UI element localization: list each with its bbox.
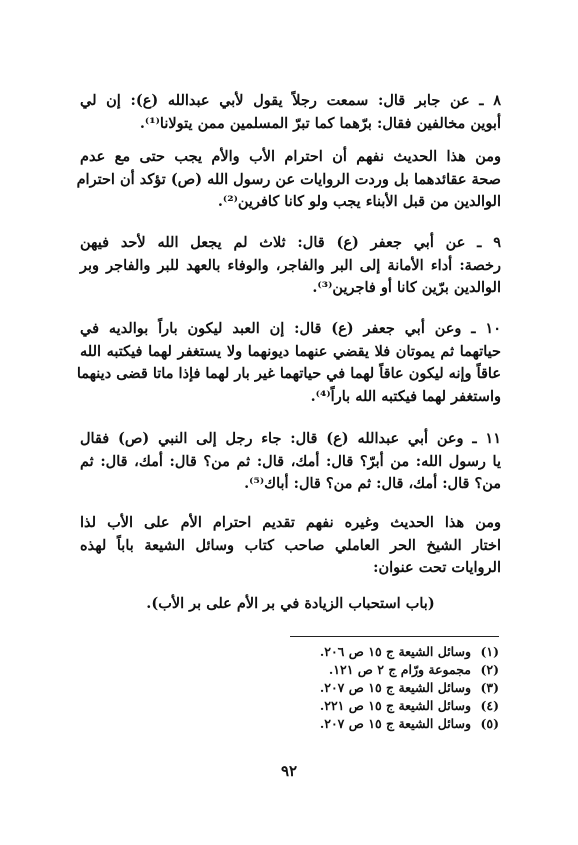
footnote-item	[239, 697, 499, 715]
text-line: ١٠ ـ وعن أبي جعفر (ع) قال: إن العبد ليكون باراً بوالديه في	[80, 320, 501, 337]
paragraph-commentary-2	[80, 512, 501, 580]
footnote-divider	[290, 636, 499, 637]
text-line: واستغفر لهما فيكتبه الله باراً⁽⁴⁾.	[310, 387, 501, 405]
text-line: ومن هذا الحديث وغيره نفهم تقديم احترام الأم على الأب لذا	[80, 514, 501, 531]
footnote-number: (١)	[480, 644, 499, 659]
text-line: ٨ ـ عن جابر قال: سمعت رجلاً يقول لأبي عبدالله (ع): إن لي	[80, 92, 501, 109]
paragraph-hadith-10	[76, 318, 501, 408]
text-line: يا رسول الله: من أبرّ؟ قال: أمك، قال: ثم من؟ قال: أمك، قال: ثم	[80, 452, 501, 470]
text-line: ٩ ـ عن أبي جعفر (ع) قال: ثلاث لم يجعل الله لأحد فيهن	[80, 234, 501, 251]
footnote-text: وسائل الشيعة ج ١٥ ص ٢٢١.	[319, 698, 471, 713]
footnote-text: مجموعة ورّام ج ٢ ص ١٢١.	[328, 662, 471, 677]
paragraph-hadith-9	[80, 232, 501, 300]
text-line: رخصة: أداء الأمانة إلى البر والفاجر، والوفاء بالعهد للبر والفاجر وبر	[80, 256, 501, 274]
chapter-title: (باب استحباب الزيادة في بر الأم على بر الأب).	[146, 595, 435, 612]
footnote-item	[239, 661, 499, 679]
text-line: الروايات تحت عنوان:	[373, 559, 501, 576]
footnotes	[239, 643, 499, 733]
footnote-item	[239, 643, 499, 661]
text-line: أبوين مخالفين فقال: برّهما كما تبرّ المسلمين ممن يتولانا⁽¹⁾.	[139, 114, 501, 132]
text-line: عاقاً وإنه ليكون عاقاً لهما في حياتهما غير بار لهما فإذا ماتا قضى دينهما	[76, 365, 501, 382]
footnote-number: (٤)	[480, 698, 499, 713]
text-line: ومن هذا الحديث نفهم أن احترام الأب والأم يجب حتى مع عدم	[80, 148, 501, 165]
text-line: اختار الشيخ الحر العاملي صاحب كتاب وسائل الشيعة باباً لهذه	[80, 536, 501, 554]
footnote-number: (٢)	[480, 662, 499, 677]
footnote-text: وسائل الشيعة ج ١٥ ص ٢٠٧.	[319, 680, 471, 695]
text-line: الوالدين من قبل الأبناء يجب ولو كانا كافرين⁽²⁾.	[217, 193, 501, 210]
text-line: صحة عقائدهما بل وردت الروايات عن رسول الله (ص) تؤكد أن احترام	[76, 170, 501, 188]
text-line: حياتهما ثم يموتان فلا يقضي عنهما ديونهما ولا يستغفر لهما فيكتبه الله	[80, 342, 501, 360]
footnote-text: وسائل الشيعة ج ١٥ ص ٢٠٧.	[319, 716, 471, 731]
text-line: ١١ ـ وعن أبي عبدالله (ع) قال: جاء رجل إلى النبي (ص) فقال	[80, 430, 501, 447]
page-number: ٩٢	[280, 762, 298, 780]
text-line: الوالدين برّين كانا أو فاجرين⁽³⁾.	[312, 279, 501, 296]
text-line: من؟ قال: أمك، قال: ثم من؟ قال: أباك⁽⁵⁾.	[244, 475, 501, 492]
footnote-item	[239, 715, 499, 733]
footnote-number: (٥)	[480, 716, 499, 731]
footnote-number: (٣)	[480, 680, 499, 695]
paragraph-hadith-11	[80, 428, 501, 496]
paragraph-hadith-8	[80, 90, 501, 135]
footnote-text: وسائل الشيعة ج ١٥ ص ٢٠٦.	[319, 644, 471, 659]
footnote-item	[239, 679, 499, 697]
paragraph-commentary-1	[76, 146, 501, 214]
